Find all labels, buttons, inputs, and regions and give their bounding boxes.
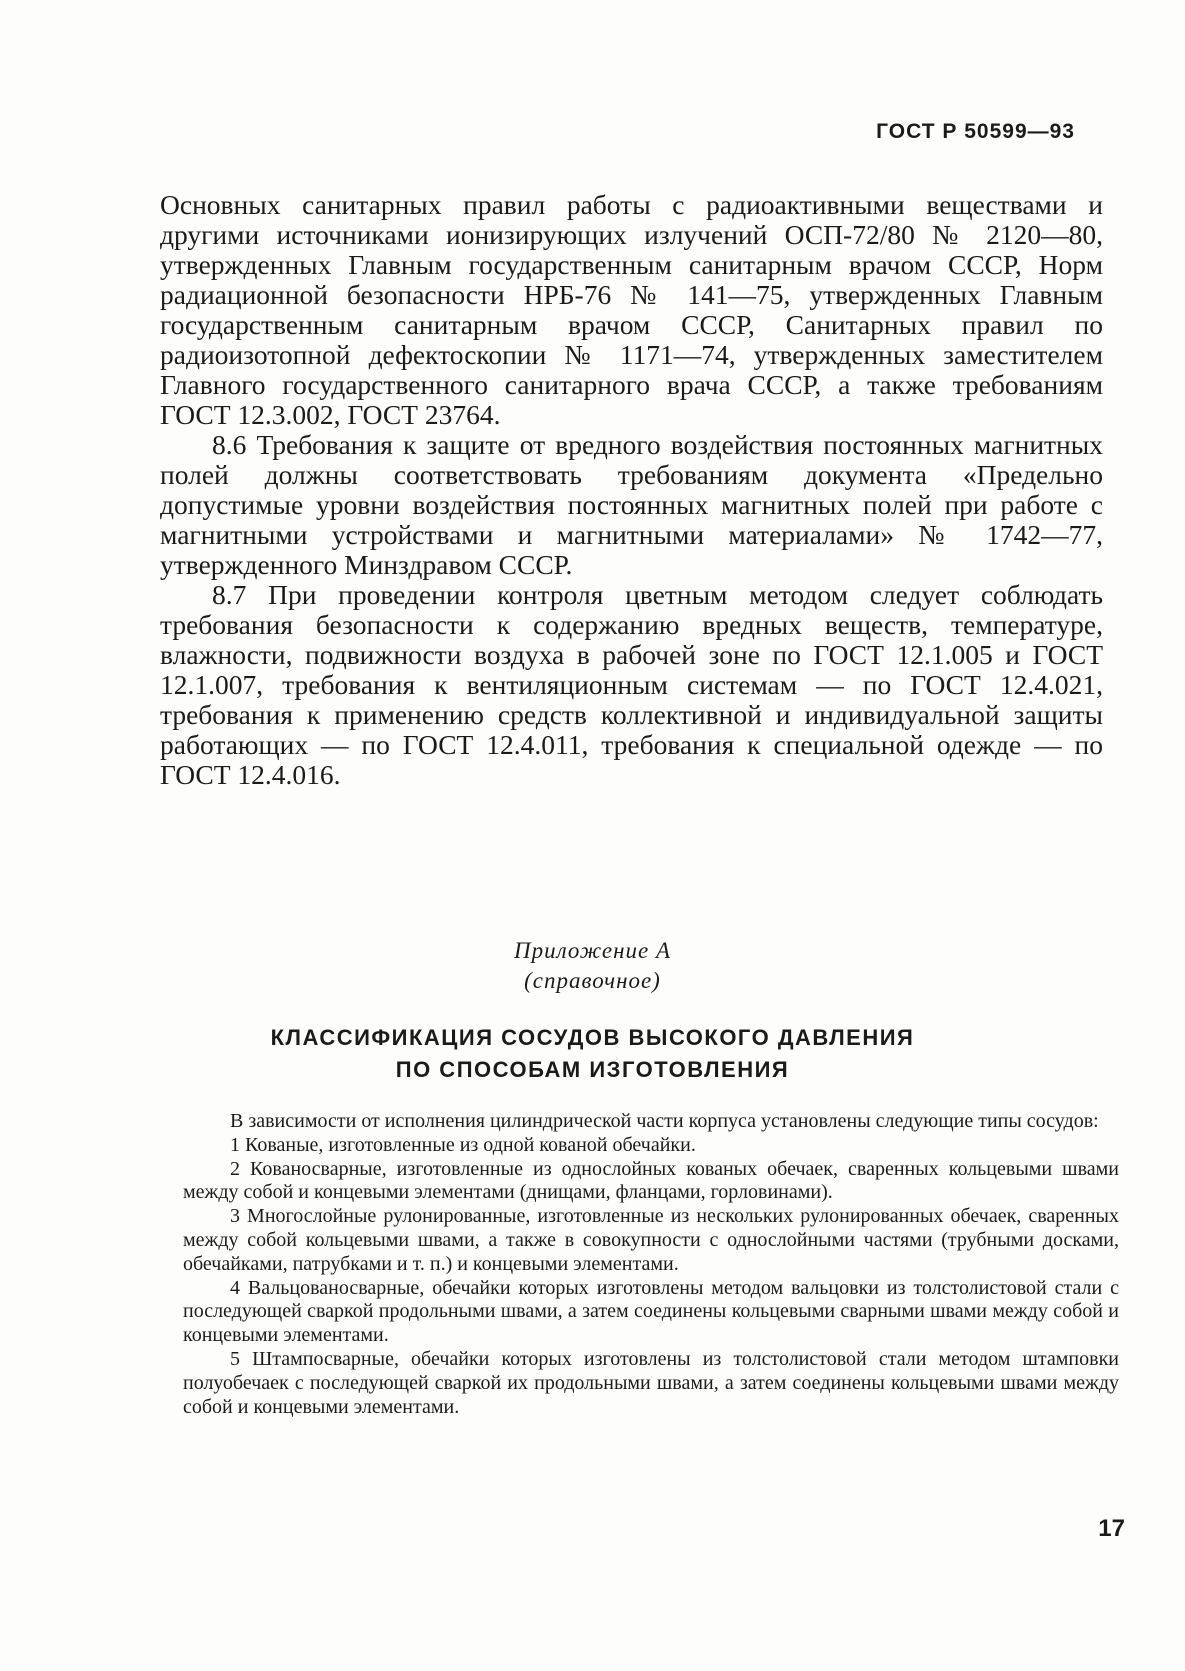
appendix-body	[183, 1110, 1119, 1419]
appendix-type: (справочное)	[524, 968, 661, 993]
appendix-title	[0, 1022, 1185, 1086]
appendix-item-4: 4 Вальцованосварные, обечайки которых изготовлены методом вальцовки из толстолистовой стали с последующей сваркой продольными швами, а затем соединены кольцевыми сварными швами между собой и концевыми элементами.	[183, 1276, 1119, 1347]
document-code-header: ГОСТ Р 50599—93	[876, 120, 1075, 143]
page-number: 17	[1098, 1515, 1125, 1542]
appendix-title-line-2: ПО СПОСОБАМ ИЗГОТОВЛЕНИЯ	[395, 1057, 790, 1082]
main-body	[160, 190, 1103, 790]
appendix-item-2: 2 Кованосварные, изготовленные из однослойных кованых обечаек, сваренных кольцевыми швами между собой и концевыми элементами (днищами, фланцами, горловинами).	[183, 1157, 1119, 1204]
appendix-item-5: 5 Штампосварные, обечайки которых изготовлены из толстолистовой стали методом штамповки полуобечаек с последующей сваркой их продольными швами, а затем соединены кольцевыми швами между собой и концевыми элементами.	[183, 1347, 1119, 1418]
appendix-item-1: 1 Кованые, изготовленные из одной кованой обечайки.	[230, 1133, 696, 1156]
paragraph-continuation: Основных санитарных правил работы с радиоактивными веществами и другими источниками ионизирующих излучений ОСП-72/80 № 2120—80, утвержденных Главным государственным санитарным врачом СССР, Норм радиационной безопасности НРБ-76 № 141—75, утвержденных Главным государственным санитарным врачом СССР, Санитарных правил по радиоизотопной дефектоскопии № 1171—74, утвержденных заместителем Главного государственного санитарного врача СССР, а также требованиям ГОСТ 12.3.002, ГОСТ 23764.	[160, 189, 1103, 430]
appendix-name: Приложение А	[513, 938, 672, 963]
appendix-intro: В зависимости от исполнения цилиндрической части корпуса установлены следующие типы сосудов:	[230, 1110, 1099, 1132]
appendix-item-3: 3 Многослойные рулонированные, изготовленные из нескольких рулонированных обечаек, сваренных между собой кольцевыми швами, а также в совокупности с однослойными частями (трубными досками, обечайками, патрубками и т. п.) и концевыми элементами.	[183, 1205, 1119, 1275]
paragraph-8-6: 8.6 Требования к защите от вредного воздействия постоянных магнитных полей должны соответствовать требованиям документа «Предельно допустимые уровни воздействия постоянных магнитных полей при работе с магнитными устройствами и магнитными материалами» № 1742—77, утвержденного Минздравом СССР.	[160, 429, 1103, 580]
paragraph-8-7: 8.7 При проведении контроля цветным методом следует соблюдать требования безопасности к содержанию вредных веществ, температуре, влажности, подвижности воздуха в рабочей зоне по ГОСТ 12.1.005 и ГОСТ 12.1.007, требования к вентиляционным системам — по ГОСТ 12.4.021, требования к применению средств коллективной и индивидуальной защиты работающих — по ГОСТ 12.4.011, требования к специальной одежде — по ГОСТ 12.4.016.	[160, 579, 1103, 790]
appendix-title-line-1: КЛАССИФИКАЦИЯ СОСУДОВ ВЫСОКОГО ДАВЛЕНИЯ	[270, 1025, 915, 1050]
